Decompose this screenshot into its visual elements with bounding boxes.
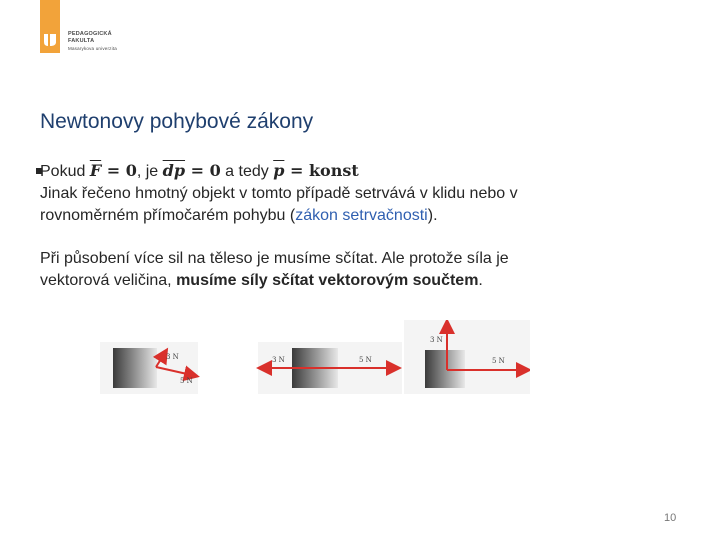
math-dp-vector: $\overline{dp}$ bbox=[162, 161, 186, 180]
logo-line-2: FAKULTA bbox=[68, 38, 95, 44]
label-1-5n: 5 N bbox=[180, 377, 193, 385]
box-1 bbox=[113, 348, 157, 388]
page-number: 10 bbox=[664, 512, 677, 524]
math-force-vector: $\overline{F}$ bbox=[89, 161, 102, 180]
text-vector-end: . bbox=[478, 272, 483, 289]
text-vector-line2: vektorová veličina, bbox=[40, 272, 177, 289]
paragraph-vector-sum bbox=[40, 248, 600, 292]
text-vector-line1: Při působení více sil na těleso je musíme sčítat. Ale protože síla je bbox=[40, 250, 509, 267]
slide-body bbox=[40, 160, 600, 292]
slide-title: Newtonovy pohybové zákony bbox=[40, 110, 314, 133]
label-1-3n: 3 N bbox=[166, 353, 179, 361]
text-je: , je bbox=[136, 163, 163, 180]
text-inertia-line2: rovnoměrném přímočarém pohybu ( bbox=[40, 207, 296, 224]
paragraph-inertia bbox=[40, 183, 600, 227]
text-inertia-end: ). bbox=[427, 207, 438, 224]
text-pokud: Pokud bbox=[40, 163, 90, 180]
force-diagram bbox=[100, 320, 530, 398]
paragraph-newton-condition bbox=[40, 160, 600, 183]
logo-line-1: PEDAGOGICKÁ bbox=[68, 31, 112, 37]
math-equals-zero-2: = 0 bbox=[185, 161, 221, 180]
text-vector-bold: musíme síly sčítat vektorovým součtem bbox=[176, 272, 479, 289]
text-a-tedy: a tedy bbox=[220, 163, 274, 180]
label-3-5n: 5 N bbox=[492, 357, 505, 365]
label-2-3n: 3 N bbox=[272, 356, 285, 364]
faculty-logo-text bbox=[68, 31, 117, 52]
link-zakon-setrvacnosti[interactable]: zákon setrvačnosti bbox=[295, 207, 428, 224]
math-equals-zero-1: = 0 bbox=[101, 161, 137, 180]
math-momentum-vector: $\overline{p}$ bbox=[273, 161, 285, 180]
panel-3-background bbox=[404, 320, 530, 394]
label-3-3n: 3 N bbox=[430, 336, 443, 344]
text-inertia-line1: Jinak řečeno hmotný objekt v tomto případě setrvává v klidu nebo v bbox=[40, 185, 518, 202]
university-logo-icon bbox=[43, 33, 57, 47]
label-2-5n: 5 N bbox=[359, 356, 372, 364]
logo-line-3: Masarykova univerzita bbox=[68, 46, 117, 51]
math-equals-konst: = konst bbox=[284, 161, 359, 180]
